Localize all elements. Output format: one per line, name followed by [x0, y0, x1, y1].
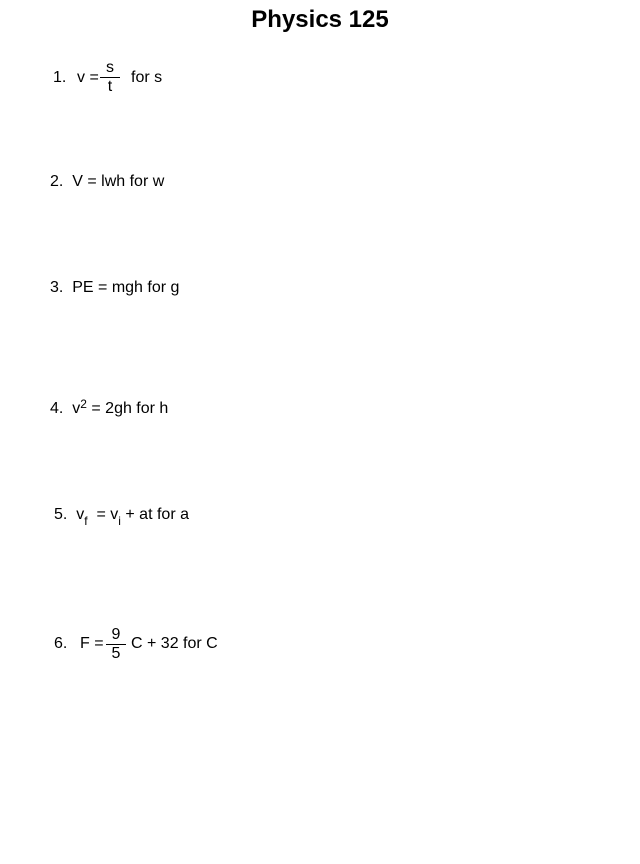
problem-5-rest: + at for a — [125, 506, 189, 523]
problem-1-lhs: v = — [77, 69, 99, 86]
problem-2-text: V = lwh for w — [72, 173, 165, 190]
problem-2 — [50, 172, 164, 192]
problem-6-fraction — [106, 626, 126, 663]
problem-6-rest: C + 32 for C — [131, 635, 218, 652]
problem-3-number: 3. — [50, 279, 64, 296]
problem-1-numerator: s — [106, 59, 114, 76]
problem-5-sub-f: f — [84, 514, 88, 528]
problem-6-number: 6. — [54, 635, 68, 652]
problem-1-number: 1. — [53, 69, 67, 86]
problem-5-number: 5. — [54, 506, 68, 523]
problem-3 — [50, 278, 179, 298]
problem-5-sub-i: i — [118, 514, 121, 528]
problem-1-fraction — [100, 59, 120, 96]
page-title: Physics 125 — [251, 6, 389, 33]
problem-5 — [54, 505, 189, 528]
problem-6-numerator: 9 — [111, 626, 121, 643]
problem-4-base: v — [72, 400, 81, 417]
problem-1-rest: for s — [131, 69, 163, 86]
problem-5-mid: = v — [96, 506, 119, 523]
problem-3-text: PE = mgh for g — [72, 279, 180, 296]
problem-2-number: 2. — [50, 173, 64, 190]
problem-4-rest: = 2gh for h — [91, 400, 169, 417]
problem-6-denominator: 5 — [111, 645, 121, 662]
problem-1-denominator: t — [107, 78, 113, 95]
problem-4-number: 4. — [50, 400, 64, 417]
problem-6-lhs: F = — [80, 635, 104, 652]
problem-5-v1: v — [76, 506, 85, 523]
problem-4 — [50, 399, 168, 419]
problem-4-exponent: 2 — [80, 397, 87, 411]
